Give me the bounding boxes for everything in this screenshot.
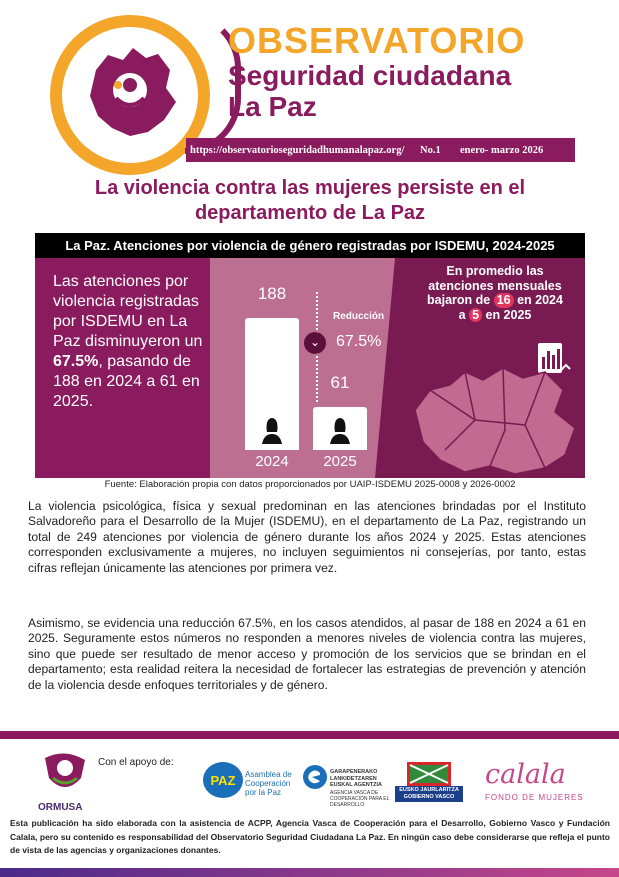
bar-2025 — [313, 407, 367, 450]
average-2024: 16 — [494, 293, 514, 308]
issue-number: No.1 — [420, 144, 441, 156]
bar-value-2024: 188 — [257, 284, 287, 303]
woman-icon — [260, 416, 284, 444]
calala-subtitle: FONDO DE MUJERES — [485, 793, 584, 802]
paragraph-1: La violencia psicológica, física y sexual predominan en las atenciones brindadas por el Instituto Salvadoreño para el Desarrollo de la Mujer (ISDEMU), en el departamento de La Paz, registrando un total de 249 atenciones por violencia de género durante los años 2024 y 2025. Estas atenciones corresponden exclusivamente a mujeres, no incluyen seguimientos ni consejerías, por tanto, estas cifras reflejan únicamente las atenciones por primera vez. — [28, 499, 586, 575]
basque-agency-name-es: AGENCIA VASCA DE COOPERACIÓN PARA EL DESARROLLO — [330, 790, 390, 808]
reduction-value: 67.5% — [336, 333, 382, 350]
footer-divider — [0, 731, 619, 739]
header-info-bar — [186, 138, 575, 162]
disclaimer: Esta publicación ha sido elaborada con la asistencia de ACPP, Agencia Vasca de Cooperación para el Desarrollo, Gobierno Vasco y Fundación Calala, pero su contenido es responsabilidad del Observatorio Seguridad Ciudadana La Paz. En ningún caso debe considerarse que refleja el punto de vista de las agencias y organizaciones donantes. — [10, 818, 610, 855]
infographic-source: Fuente: Elaboración propia con datos proporcionados por UAIP-ISDEMU 2025-0008 y 2026-0002 — [104, 479, 516, 490]
paz-logo-text: PAZ — [210, 773, 236, 788]
ormusa-logo-icon — [35, 748, 95, 800]
bar-value-2025: 61 — [330, 373, 350, 392]
bottom-bar — [0, 868, 619, 877]
la-paz-map-icon — [405, 350, 585, 478]
support-label: Con el apoyo de: — [98, 757, 174, 768]
infographic-title: La Paz. Atenciones por violencia de género registradas por ISDEMU, 2024-2025 — [35, 233, 585, 258]
paragraph-2: Asimismo, se evidencia una reducción 67.5%, en los casos atendidos, al pasar de 188 en 2024 a 61 en 2025. Seguramente estos números no responden a menores niveles de violencia contra las mujeres, sino que puede ser resultado de menor acceso y promoción de los servicios que se brindan en el departamento; esta realidad reitera la necesidad de fortalecer las estrategias de prevención y atención de la violencia desde enfoques territoriales y de género. — [28, 616, 586, 692]
summary-text-a: Las atenciones por violencia registradas por ISDEMU en La Paz disminuyeron un — [53, 273, 203, 350]
title-observatorio: OBSERVATORIO — [228, 20, 526, 61]
average-text-3: en 2025 — [482, 307, 532, 322]
average-text-2: en 2024 a — [458, 293, 563, 322]
summary-text-b: , pasando de 188 en 2024 a 61 en 2025. — [53, 353, 200, 410]
woman-icon — [328, 416, 352, 444]
average-text-1: En promedio las atenciones mensuales bajaron de — [427, 264, 562, 307]
ormusa-label: ORMUSA — [38, 802, 83, 813]
bar-category-2024: 2024 — [255, 453, 289, 470]
average-2025: 5 — [469, 308, 482, 323]
basque-agency-logo-icon — [302, 764, 328, 790]
basque-agency-name: GARAPENERAKO LANKIDETZAREN EUSKAL AGENTZIA — [330, 769, 382, 788]
issue-date: enero- marzo 2026 — [460, 144, 544, 156]
la-paz-map-logo-icon — [78, 40, 188, 150]
title-la-paz: La Paz — [228, 91, 317, 122]
infographic-summary — [53, 272, 203, 412]
bar-chart — [210, 258, 405, 478]
paz-org-name: Asamblea de Cooperación por la Paz — [245, 770, 292, 797]
monthly-average-text — [425, 264, 565, 322]
gobierno-vasco-label: EUSKO JAURLARITZA GOBIERNO VASCO — [395, 786, 463, 802]
bar-2024 — [245, 318, 299, 450]
calala-logo: calala — [485, 759, 566, 790]
chevron-down-icon: ⌄ — [304, 332, 326, 354]
website-link[interactable]: https://observatorioseguridadhumanalapaz.org/ — [190, 144, 405, 156]
paz-logo-icon — [202, 760, 244, 800]
title-seguridad: Seguridad ciudadana — [228, 60, 512, 91]
summary-highlight: 67.5% — [53, 353, 99, 370]
bar-category-2025: 2025 — [323, 453, 357, 470]
reduction-label: Reducción — [333, 311, 385, 322]
headline: La violencia contra las mujeres persiste en el departamento de La Paz — [94, 177, 526, 224]
